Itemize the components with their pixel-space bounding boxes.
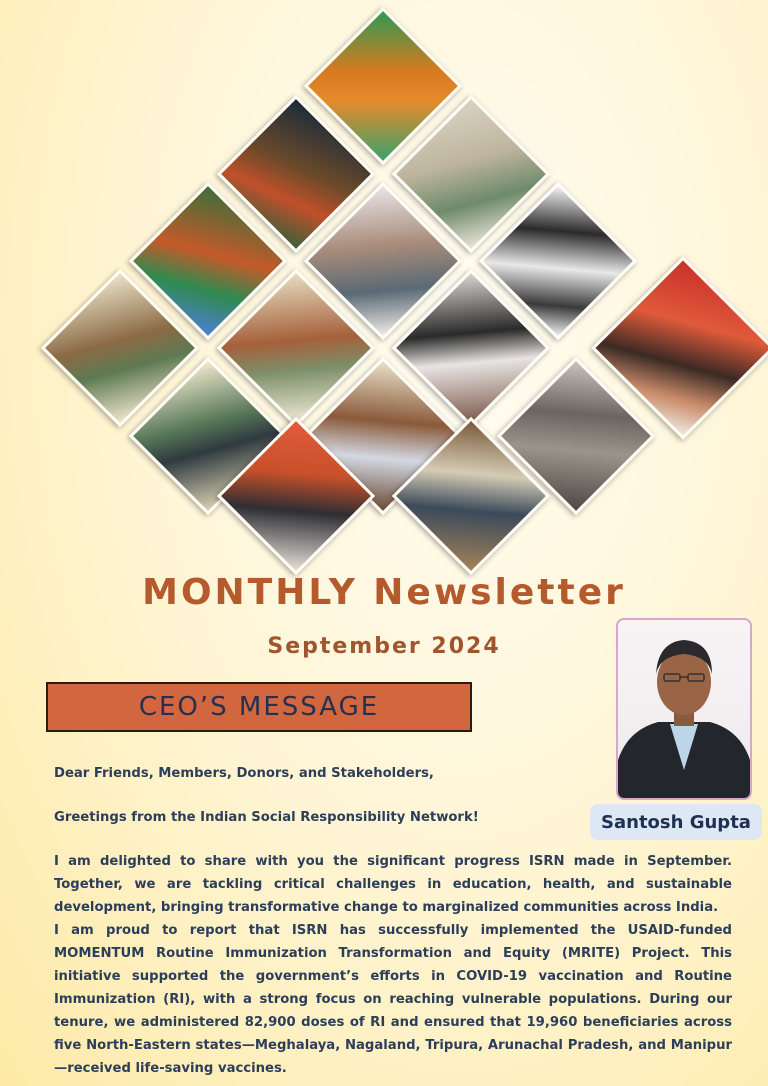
- newsletter-title: MONTHLY Newsletter: [142, 572, 626, 613]
- message-body: [54, 850, 732, 1080]
- message-paragraph-1: I am delighted to share with you the significant progress ISRN made in September. Together, we are tackling critical challenges in education, health, and sustainable development, bringing transformative change to marginalized communities across India.: [54, 854, 732, 915]
- section-heading: CEO’S MESSAGE: [138, 692, 380, 722]
- ceo-name: Santosh Gupta: [601, 811, 751, 833]
- greeting: Greetings from the Indian Social Responsibility Network!: [54, 810, 479, 825]
- salutation: Dear Friends, Members, Donors, and Stakeholders,: [54, 766, 434, 781]
- newsletter-month: September 2024: [267, 634, 501, 659]
- section-banner: [46, 682, 472, 732]
- message-paragraph-2: I am proud to report that ISRN has successfully implemented the USAID-funded MOMENTUM Routine Immunization Transformation and Equity (MRITE) Project. This initiative supported the government’s efforts in COVID-19 vaccination and Routine Immunization (RI), with a strong focus on reaching vulnerable populations. During our tenure, we administered 82,900 doses of RI and ensured that 19,960 beneficiaries across five North-Eastern states—Meghalaya, Nagaland, Tripura, Arunachal Pradesh, and Manipur—received life-saving vaccines.: [54, 923, 732, 1076]
